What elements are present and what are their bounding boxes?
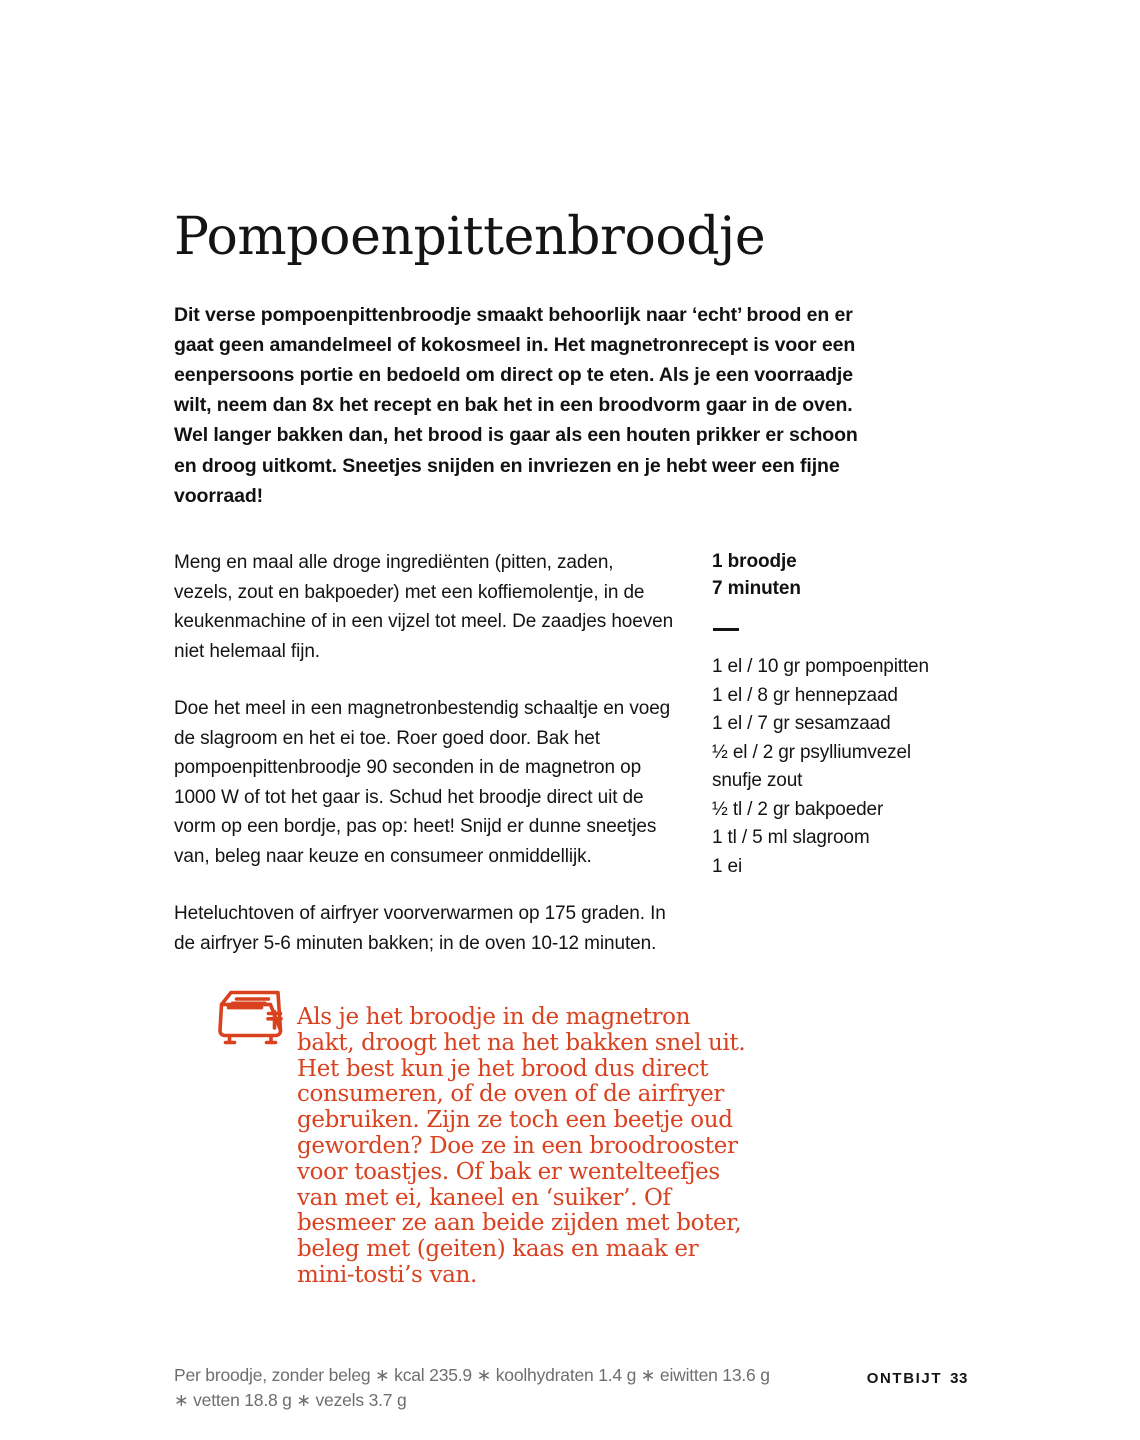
- method-step: Meng en maal alle droge ingrediënten (pitten, zaden, vezels, zout en bakpoeder) met een koffiemolentje, in de keukenmachine of in een vijzel tot meel. De zaadjes hoeven niet helemaal fijn.: [174, 552, 674, 662]
- section-divider: [713, 628, 739, 631]
- ingredients-column: [712, 548, 1012, 881]
- ingredient-item: ½ el / 2 gr psylliumvezel: [712, 741, 911, 763]
- footer-page-indicator: [867, 1370, 968, 1387]
- ingredient-item: ½ tl / 2 gr bakpoeder: [712, 798, 884, 820]
- method-step: Heteluchtoven of airfryer voorverwarmen op 175 graden. In de airfryer 5-6 minuten bakken; in de oven 10-12 minuten.: [174, 903, 666, 954]
- ingredient-item: 1 el / 7 gr sesamzaad: [712, 713, 891, 734]
- recipe-intro: Dit verse pompoenpittenbroodje smaakt behoorlijk naar ‘echt’ brood en er gaat geen amandelmeel of kokosmeel in. Het magnetronrecept is voor een eenpersoons portie en bedoeld om direct op te eten. Als je een voorraadje wilt, neem dan 8x het recept en bak het in een broodvorm gaar in de oven. Wel langer bakken dan, het brood is gaar als een houten prikker er schoon en droog uitkomt. Sneetjes snijden en invriezen en je hebt weer een fijne voorraad!: [174, 303, 858, 507]
- ingredient-item: 1 el / 10 gr pompoenpitten: [712, 656, 929, 677]
- nutrition-footer: Per broodje, zonder beleg ∗ kcal 235.9 ∗ koolhydraten 1.4 g ∗ eiwitten 13.6 g ∗ vetten 18.8 g ∗ vezels 3.7 g: [174, 1364, 770, 1410]
- method-column: [174, 548, 674, 958]
- ingredient-item: 1 tl / 5 ml slagroom: [712, 827, 870, 848]
- recipe-yield: 1 broodje: [712, 551, 797, 572]
- page-number: 33: [950, 1370, 968, 1387]
- ingredient-item: 1 ei: [712, 855, 743, 877]
- ingredient-item: 1 el / 8 gr hennepzaad: [712, 684, 898, 706]
- page-title: Pompoenpittenbroodje: [174, 206, 766, 267]
- method-step: Doe het meel in een magnetronbestendig schaaltje en voeg de slagroom en het ei toe. Roer goed door. Bak het pompoenpittenbroodje 90 seconden in de magnetron op 1000 W of tot het gaar is. Schud het broodje direct uit de vorm op een bordje, pas op: heet! Snijd er dunne sneetjes van, beleg naar keuze en consumeer onmiddellijk.: [174, 698, 671, 867]
- ingredient-item: snufje zout: [712, 770, 803, 791]
- recipe-time: 7 minuten: [712, 578, 801, 599]
- tip-text: Als je het broodje in de magnetron bakt, droogt het na het bakken snel uit. Het best kun je het brood dus direct consumeren, of de oven of de airfryer gebruiken. Zijn ze toch een beetje oud geworden? Doe ze in een broodrooster voor toastjes. Of bak er wentelteefjes van met ei, kaneel en ‘suiker’. Of besmeer ze aan beide zijden met boter, beleg met (geiten) kaas en maak er mini-tosti’s van.: [297, 1004, 746, 1288]
- footer-section-label: ONTBIJT: [866, 1370, 943, 1387]
- toaster-icon: [212, 984, 286, 1046]
